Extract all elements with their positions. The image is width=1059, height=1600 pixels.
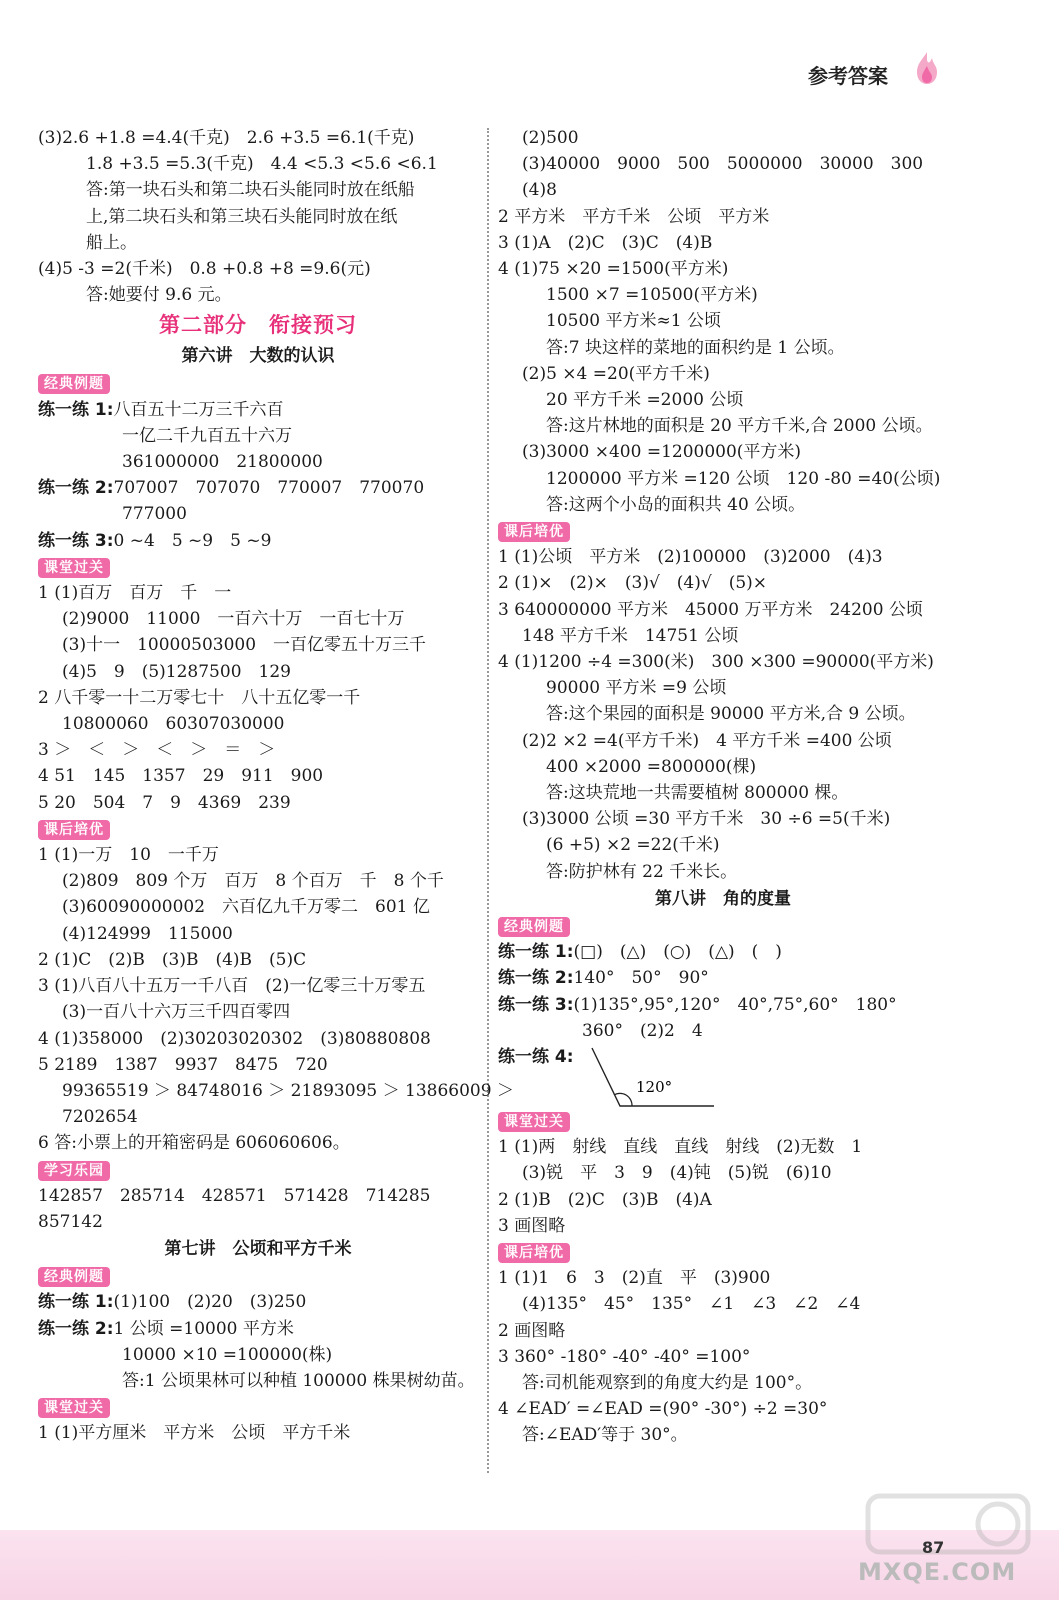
exercise-label: 练一练 3: bbox=[38, 530, 114, 551]
answer-line: 答:司机能观察到的角度大约是 100°。 bbox=[522, 1372, 813, 1393]
section-tag-row bbox=[38, 816, 478, 842]
flame-logo-icon bbox=[912, 50, 942, 86]
answer-line: 2 画图略 bbox=[498, 1320, 566, 1341]
answer-line: 5 2189 1387 9937 8475 720 bbox=[38, 1054, 328, 1075]
answer-line: 1 (1)两 射线 直线 直线 射线 (2)无数 1 bbox=[498, 1137, 863, 1158]
answer-line: (2)9000 11000 一百六十万 一百七十万 bbox=[62, 609, 405, 630]
section-tag-row bbox=[498, 913, 948, 939]
answer-line: (2)809 809 个万 百万 8 个百万 千 8 个千 bbox=[62, 871, 444, 892]
answer-line: 148 平方千米 14751 公顷 bbox=[522, 625, 739, 646]
part-title: 第二部分 衔接预习 bbox=[159, 313, 357, 338]
answer-line: 答:1 公顷果林可以种植 100000 株果树幼苗。 bbox=[122, 1370, 475, 1391]
answer-line: 3 (1)八百八十五万一千八百 (2)一亿零三十万零五 bbox=[38, 976, 426, 997]
section-tag-row bbox=[38, 1263, 478, 1289]
answer-line: (3)60090000002 六百亿九千万零二 601 亿 bbox=[62, 897, 430, 918]
section-tag: 课后培优 bbox=[498, 522, 570, 542]
answer-line: 1 (1)一万 10 一千万 bbox=[38, 845, 219, 866]
answer-line: (3)3000 公顷 =30 平方千米 30 ÷6 =5(千米) bbox=[522, 809, 891, 830]
section-tag: 课堂过关 bbox=[498, 1112, 570, 1132]
exercise-label: 练一练 1: bbox=[498, 942, 574, 963]
answer-line: 答:她要付 9.6 元。 bbox=[86, 285, 232, 306]
answer-line: 一亿二千九百五十六万 bbox=[122, 425, 292, 446]
answer-line: (3)3000 ×400 =1200000(平方米) bbox=[522, 442, 802, 463]
answer-line: (4)5 -3 =2(千米) 0.8 +0.8 +8 =9.6(元) bbox=[38, 259, 371, 280]
exercise-line bbox=[38, 1289, 478, 1315]
section-tag-row bbox=[38, 1157, 478, 1183]
answer-line: 答:第一块石头和第二块石头能同时放在纸船 bbox=[86, 180, 415, 201]
answer-line: 20 平方千米 =2000 公顷 bbox=[546, 390, 744, 411]
answer-line: 4 (1)358000 (2)30203020302 (3)80880808 bbox=[38, 1028, 431, 1049]
lecture-title: 第六讲 大数的认识 bbox=[181, 346, 335, 367]
section-tag-row bbox=[498, 1239, 948, 1265]
answer-line: 777000 bbox=[122, 504, 187, 525]
answer-line: 7202654 bbox=[62, 1107, 138, 1128]
answer-line: 2 八千零一十二万零七十 八十五亿零一千 bbox=[38, 687, 361, 708]
left-answer-column bbox=[38, 125, 514, 1447]
answer-line: 1 (1)1 6 3 (2)直 平 (3)900 bbox=[498, 1268, 771, 1289]
exercise-label: 练一练 4: bbox=[498, 1046, 574, 1067]
exercise-line bbox=[498, 992, 948, 1018]
answer-line: (3)一百八十六万三千四百零四 bbox=[62, 1002, 291, 1023]
answer-line: 船上。 bbox=[86, 232, 137, 253]
answer-line: (3)锐 平 3 9 (4)钝 (5)锐 (6)10 bbox=[522, 1163, 832, 1184]
exercise-line bbox=[498, 939, 948, 965]
answer-line: 答:7 块这样的菜地的面积约是 1 公顷。 bbox=[546, 337, 845, 358]
answer-line: 答:这片林地的面积是 20 平方千米,合 2000 公顷。 bbox=[546, 416, 933, 437]
answer-line: 1 (1)公顷 平方米 (2)100000 (3)2000 (4)3 bbox=[498, 547, 883, 568]
section-tag-row bbox=[498, 1108, 948, 1134]
answer-line: (4)135° 45° 135° ∠1 ∠3 ∠2 ∠4 bbox=[522, 1294, 861, 1315]
answer-line: 10500 平方米≈1 公顷 bbox=[546, 311, 721, 332]
answer-line: (2)5 ×4 =20(平方千米) bbox=[522, 363, 710, 384]
exercise-answer: (□) (△) (○) (△) ( ) bbox=[573, 942, 782, 963]
answer-line: 360° (2)2 4 bbox=[582, 1020, 703, 1041]
answer-line: (6 +5) ×2 =22(千米) bbox=[546, 835, 720, 856]
answer-line: (4)5 9 (5)1287500 129 bbox=[62, 661, 291, 682]
section-tag: 课后培优 bbox=[498, 1243, 570, 1263]
answer-line: 4 ∠EAD′ =∠EAD =(90° -30°) ÷2 =30° bbox=[498, 1399, 828, 1420]
answer-line: 142857 285714 428571 571428 714285 bbox=[38, 1185, 431, 1206]
answer-line: (3)2.6 +1.8 =4.4(千克) 2.6 +3.5 =6.1(千克) bbox=[38, 128, 415, 148]
exercise-line bbox=[498, 965, 948, 991]
answer-line: 3 640000000 平方米 45000 万平方米 24200 公顷 bbox=[498, 599, 923, 620]
answer-line: 10800060 60307030000 bbox=[62, 714, 285, 735]
right-answer-column bbox=[498, 125, 948, 1449]
exercise-answer: 八百五十二万三千六百 bbox=[113, 399, 284, 420]
section-tag-row bbox=[498, 518, 948, 544]
answer-line: 400 ×2000 =800000(棵) bbox=[546, 756, 757, 777]
answer-line: (2)500 bbox=[522, 128, 579, 148]
exercise-label: 练一练 2: bbox=[38, 1318, 114, 1339]
angle-label: 120° bbox=[636, 1077, 673, 1096]
answer-line: 4 (1)75 ×20 =1500(平方米) bbox=[498, 259, 729, 280]
watermark-text: MXQE.COM bbox=[858, 1558, 1017, 1586]
answer-line: 2 平方米 平方千米 公顷 平方米 bbox=[498, 206, 770, 227]
answer-line: 答:这两个小岛的面积共 40 公顷。 bbox=[546, 494, 806, 515]
answer-line: 1 (1)百万 百万 千 一 bbox=[38, 583, 232, 604]
exercise-line bbox=[38, 475, 478, 501]
answer-line: 2 (1)B (2)C (3)B (4)A bbox=[498, 1189, 712, 1210]
answer-line: (4)8 bbox=[522, 180, 557, 201]
answer-line: 答:这个果园的面积是 90000 平方米,合 9 公顷。 bbox=[546, 704, 916, 725]
answer-line: 3 360° -180° -40° -40° =100° bbox=[498, 1346, 751, 1367]
page-header-title: 参考答案 bbox=[808, 64, 888, 88]
angle-120-icon bbox=[580, 1044, 720, 1108]
answer-line: 答:∠EAD′等于 30°。 bbox=[522, 1425, 688, 1446]
section-tag: 学习乐园 bbox=[38, 1161, 110, 1181]
answer-line: (2)2 ×2 =4(平方千米) 4 平方千米 =400 公顷 bbox=[522, 730, 892, 751]
answer-line: 4 (1)1200 ÷4 =300(米) 300 ×300 =90000(平方米) bbox=[498, 652, 934, 673]
exercise-answer: 707007 707070 770007 770070 bbox=[113, 478, 425, 499]
angle-figure-row bbox=[498, 1044, 948, 1108]
answer-line: (3)十一 10000503000 一百亿零五十万三千 bbox=[62, 635, 427, 656]
exercise-line bbox=[38, 528, 478, 554]
exercise-answer: 140° 50° 90° bbox=[573, 968, 709, 989]
answer-line: 5 20 504 7 9 4369 239 bbox=[38, 792, 291, 813]
answer-line: 3 (1)A (2)C (3)C (4)B bbox=[498, 232, 713, 253]
section-tag: 经典例题 bbox=[38, 374, 110, 394]
answer-line: (4)124999 115000 bbox=[62, 923, 233, 944]
section-tag: 经典例题 bbox=[38, 1267, 110, 1287]
section-tag-row bbox=[38, 554, 478, 580]
answer-line: 90000 平方米 =9 公顷 bbox=[546, 678, 727, 699]
exercise-answer: (1)135°,95°,120° 40°,75°,60° 180° bbox=[573, 994, 897, 1015]
exercise-line bbox=[38, 397, 478, 423]
exercise-label: 练一练 2: bbox=[38, 478, 114, 499]
answer-line: 3 画图略 bbox=[498, 1215, 566, 1236]
lecture-title: 第七讲 公顷和平方千米 bbox=[164, 1239, 352, 1260]
answer-line: 1.8 +3.5 =5.3(千克) 4.4 <5.3 <5.6 <6.1 bbox=[86, 154, 438, 175]
answer-line: 99365519 ＞ 84748016 ＞ 21893095 ＞ 13866009 ＞ bbox=[62, 1080, 514, 1101]
section-tag: 经典例题 bbox=[498, 917, 570, 937]
answer-line: 1500 ×7 =10500(平方米) bbox=[546, 285, 758, 306]
exercise-label: 练一练 2: bbox=[498, 968, 574, 989]
column-divider bbox=[487, 128, 489, 1473]
section-tag: 课堂过关 bbox=[38, 1398, 110, 1418]
exercise-answer: 1 公顷 =10000 平方米 bbox=[113, 1318, 294, 1339]
answer-line: 361000000 21800000 bbox=[122, 452, 323, 473]
answer-line: 1200000 平方米 =120 公顷 120 -80 =40(公顷) bbox=[546, 468, 941, 489]
answer-line: 1 (1)平方厘米 平方米 公顷 平方千米 bbox=[38, 1423, 351, 1444]
answer-line: 857142 bbox=[38, 1211, 103, 1232]
exercise-answer: 0 ~4 5 ~9 5 ~9 bbox=[113, 530, 272, 551]
answer-line: 答:防护林有 22 千米长。 bbox=[546, 861, 738, 882]
exercise-label: 练一练 1: bbox=[38, 1292, 114, 1313]
section-tag: 课后培优 bbox=[38, 820, 110, 840]
exercise-label: 练一练 1: bbox=[38, 399, 114, 420]
answer-line: 6 答:小票上的开箱密码是 606060606。 bbox=[38, 1133, 350, 1154]
answer-line: 4 51 145 1357 29 911 900 bbox=[38, 766, 324, 787]
section-tag: 课堂过关 bbox=[38, 558, 110, 578]
answer-line: (3)40000 9000 500 5000000 30000 300 bbox=[522, 154, 924, 175]
page-number: 87 bbox=[922, 1538, 945, 1557]
answer-line: 上,第二块石头和第三块石头能同时放在纸 bbox=[86, 206, 398, 227]
section-tag-row bbox=[38, 1394, 478, 1420]
answer-line: 3 ＞ ＜ ＞ ＜ ＞ ＝ ＞ bbox=[38, 740, 276, 761]
exercise-answer: (1)100 (2)20 (3)250 bbox=[113, 1292, 307, 1313]
section-tag-row bbox=[38, 370, 478, 396]
lecture-title: 第八讲 角的度量 bbox=[655, 888, 791, 909]
answer-line: 2 (1)× (2)× (3)√ (4)√ (5)× bbox=[498, 573, 768, 594]
exercise-label: 练一练 3: bbox=[498, 994, 574, 1015]
answer-line: 10000 ×10 =100000(株) bbox=[122, 1344, 333, 1365]
answer-line: 2 (1)C (2)B (3)B (4)B (5)C bbox=[38, 949, 307, 970]
exercise-line bbox=[38, 1316, 478, 1342]
answer-line: 答:这块荒地一共需要植树 800000 棵。 bbox=[546, 783, 849, 804]
